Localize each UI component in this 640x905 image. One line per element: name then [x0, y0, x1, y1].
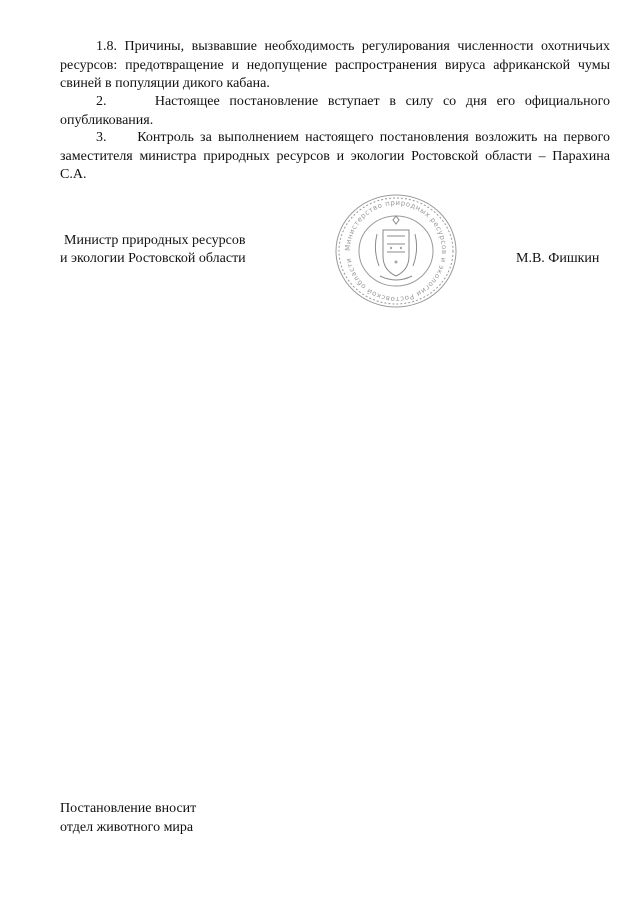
paragraph-1-8: 1.8. Причины, вызвавшие необходимость регулирования численности охотничьих ресурсов: предотвращение и недопущение распространения вируса африканской чумы свиней в популяции дикого кабана. [60, 39, 610, 91]
svg-text:Министерство природных ресурсо: Министерство природных ресурсов и экологии Ростовской области [343, 198, 449, 304]
signatory-position-line1: Министр природных ресурсов [64, 233, 246, 248]
signatory-name: М.В. Фишкин [516, 251, 600, 266]
footer-line2: отдел животного мира [60, 819, 194, 835]
signatory-position [60, 232, 290, 268]
paragraph-3: 3. Контроль за выполнением настоящего постановления возложить на первого заместителя министра природных ресурсов и экологии Ростовской области – Парахина С.А. [60, 130, 610, 182]
signatory-position-line2: и экологии Ростовской области [60, 251, 246, 266]
paragraph-2: 2. Настоящее постановление вступает в силу со дня его официального опубликования. [60, 94, 610, 128]
official-seal-icon [333, 192, 459, 310]
footer-line1: Постановление вносит [60, 801, 197, 816]
footer-note [60, 800, 300, 837]
